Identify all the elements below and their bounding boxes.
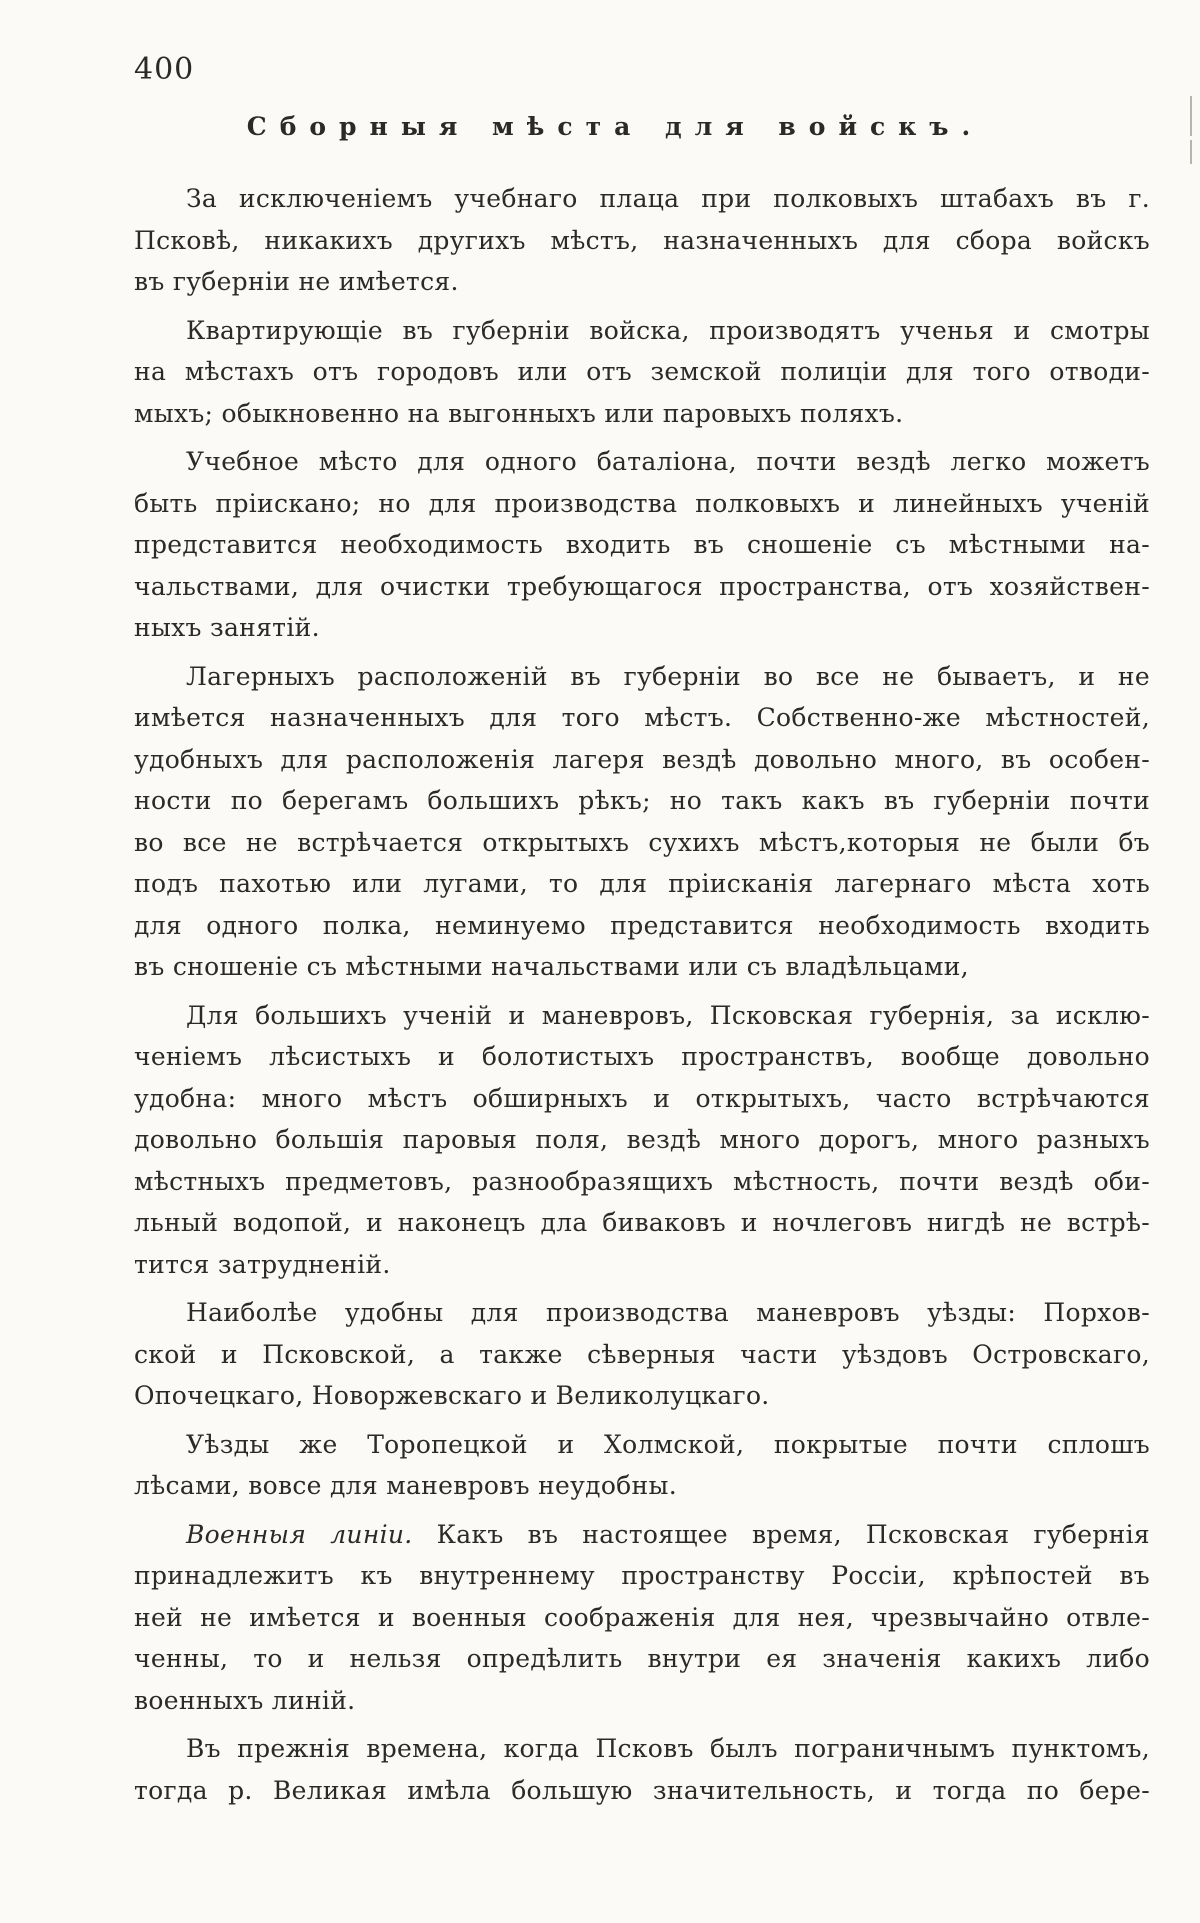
section-title: Сборныя мѣста для войскъ. bbox=[246, 112, 984, 141]
text-line: За исключеніемъ учебнаго плаца при полковыхъ штабахъ въ г. bbox=[186, 184, 1150, 213]
text-line: чальствами, для очистки требующагося пространства, отъ хозяйствен- bbox=[134, 571, 1150, 601]
paragraph bbox=[134, 656, 1150, 988]
text-line: на мѣстахъ отъ городовъ или отъ земской полиціи для того отводи- bbox=[134, 357, 1150, 386]
body-text bbox=[134, 178, 1150, 1818]
text-line: ней не имѣется и военныя соображенія для нея, чрезвычайно отвле- bbox=[134, 1602, 1150, 1632]
text-line: Квартирующіе въ губерніи войска, производятъ ученья и смотры bbox=[186, 315, 1150, 345]
paragraph bbox=[134, 1728, 1150, 1811]
text-line: Въ прежнія времена, когда Псковъ былъ пограничнымъ пунктомъ, bbox=[186, 1734, 1150, 1763]
text-line: имѣется назначенныхъ для того мѣстъ. Собственно-же мѣстностей, bbox=[134, 703, 1150, 732]
text-line: въ губерніи не имѣется. bbox=[134, 267, 459, 296]
text-line: льный водопой, и наконецъ дла биваковъ и ночлеговъ нигдѣ не встрѣ- bbox=[134, 1208, 1150, 1237]
text-line: тогда р. Великая имѣла большую значительность, и тогда по бере- bbox=[134, 1775, 1150, 1805]
text-line: принадлежитъ къ внутреннему пространству Россіи, крѣпостей въ bbox=[134, 1561, 1150, 1590]
text-line: удобна: много мѣстъ обширныхъ и открытыхъ, часто встрѣчаются bbox=[134, 1083, 1150, 1113]
text-line: мыхъ; обыкновенно на выгонныхъ или паровыхъ поляхъ. bbox=[134, 398, 904, 428]
text-line: лѣсами, вовсе для маневровъ неудобны. bbox=[134, 1471, 677, 1500]
text-line: быть пріискано; но для производства полковыхъ и линейныхъ ученій bbox=[134, 488, 1150, 518]
text-line: довольно большія паровыя поля, вездѣ много дорогъ, много разныхъ bbox=[134, 1125, 1150, 1154]
italic-heading: Военныя линіи. bbox=[186, 1519, 413, 1549]
text-line: для одного полка, неминуемо представится необходимость входить bbox=[134, 910, 1150, 940]
text-line: ныхъ занятій. bbox=[134, 613, 320, 642]
text-line: тится затрудненій. bbox=[134, 1249, 391, 1279]
text-line: ченны, то и нельзя опредѣлить внутри ея значенія какихъ либо bbox=[134, 1644, 1150, 1673]
text-line-continuation: Какъ въ настоящее время, Псковская губернія bbox=[412, 1519, 1150, 1549]
text-line: Учебное мѣсто для одного баталіона, почти вездѣ легко можетъ bbox=[186, 447, 1150, 476]
text-line: мѣстныхъ предметовъ, разнообразящихъ мѣстность, почти вездѣ оби- bbox=[134, 1166, 1150, 1196]
paragraph bbox=[134, 441, 1150, 649]
text-line: Лагерныхъ расположеній въ губерніи во все не бываетъ, и не bbox=[186, 661, 1150, 691]
text-line: ченіемъ лѣсистыхъ и болотистыхъ пространствъ, вообще довольно bbox=[134, 1042, 1150, 1071]
text-line: удобныхъ для расположенія лагеря вездѣ довольно много, въ особен- bbox=[134, 744, 1150, 774]
text-line: во все не встрѣчается открытыхъ сухихъ мѣстъ,которыя не были бъ bbox=[134, 827, 1150, 857]
text-line: въ сношеніе съ мѣстными начальствами или съ владѣльцами, bbox=[134, 952, 969, 981]
text-line: Уѣзды же Торопецкой и Холмской, покрытые почти сплошъ bbox=[186, 1429, 1150, 1459]
paragraph bbox=[134, 178, 1150, 303]
paragraph bbox=[134, 310, 1150, 435]
text-line: подъ пахотью или лугами, то для пріисканія лагернаго мѣста хоть bbox=[134, 869, 1150, 898]
text-line: представится необходимость входить въ сношеніе съ мѣстными на- bbox=[134, 530, 1150, 559]
page-edge-mark bbox=[1190, 96, 1192, 136]
text-line: Для большихъ ученій и маневровъ, Псковская губернія, за исклю- bbox=[186, 1000, 1150, 1030]
paragraph bbox=[134, 1514, 1150, 1722]
text-line bbox=[134, 1514, 1150, 1556]
page-edge-mark bbox=[1190, 140, 1192, 164]
paragraph bbox=[134, 1292, 1150, 1417]
paragraph bbox=[134, 1424, 1150, 1507]
text-line: военныхъ линій. bbox=[134, 1685, 356, 1715]
text-line: Наиболѣе удобны для производства маневровъ уѣзды: Порхов- bbox=[186, 1298, 1150, 1327]
text-line: Псковѣ, никакихъ другихъ мѣстъ, назначенныхъ для сбора войскъ bbox=[134, 225, 1150, 255]
text-line: ской и Псковской, а также сѣверныя части уѣздовъ Островскаго, bbox=[134, 1339, 1150, 1369]
text-line: Опочецкаго, Новоржевскаго и Великолуцкаго. bbox=[134, 1381, 770, 1410]
text-line: ности по берегамъ большихъ рѣкъ; но такъ какъ въ губерніи почти bbox=[134, 786, 1150, 815]
paragraph bbox=[134, 995, 1150, 1286]
page-number: 400 bbox=[134, 52, 195, 87]
